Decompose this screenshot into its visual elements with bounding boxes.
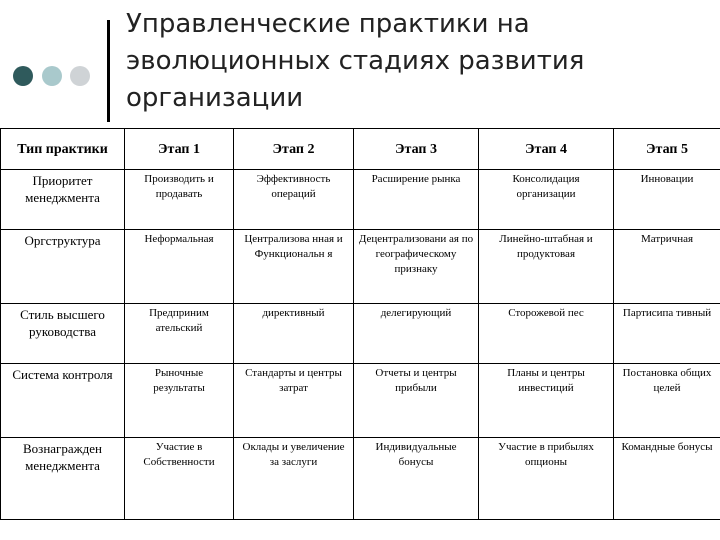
table-cell: Матричная [614,230,720,304]
row-label: Стиль высшего руководства [1,304,125,364]
header-stage-2: Этап 2 [234,129,354,170]
table-cell: Неформальная [125,230,234,304]
row-label: Приоритет менеджмента [1,170,125,230]
table-header-row [1,129,720,170]
header-stage-5: Этап 5 [614,129,720,170]
header-stage-4: Этап 4 [479,129,614,170]
table-cell: Эффективность операций [234,170,354,230]
table-cell: Сторожевой пес [479,304,614,364]
decorative-dot-gray [70,66,90,86]
table-row [1,364,720,438]
table-cell: Планы и центры инвестиций [479,364,614,438]
row-label: Вознагражден менеджмента [1,438,125,520]
table-cell: Линейно-штабная и продуктовая [479,230,614,304]
table-cell: Участие в прибылях опционы [479,438,614,520]
title-line-1: Управленческие практики на [126,9,530,39]
slide-title [126,6,706,117]
table-row [1,230,720,304]
header-stage-3: Этап 3 [354,129,479,170]
table-cell: Расширение рынка [354,170,479,230]
table-cell: Рыночные результаты [125,364,234,438]
decorative-dot-dark [13,66,33,86]
header-practice-type: Тип практики [1,129,125,170]
title-line-3: организации [126,83,304,113]
table-cell: Децентрализовани ая по географическому признаку [354,230,479,304]
table-cell: Централизова нная и Функциональн я [234,230,354,304]
table-cell: Инновации [614,170,720,230]
table-row [1,304,720,364]
table-cell: Консолидация организации [479,170,614,230]
table-cell: директивный [234,304,354,364]
table-cell: Производить и продавать [125,170,234,230]
table-row [1,170,720,230]
table-cell: Предприним ательский [125,304,234,364]
table-cell: Партисипа тивный [614,304,720,364]
table-cell: Отчеты и центры прибыли [354,364,479,438]
table-cell: делегирующий [354,304,479,364]
table-cell: Участие в Собственности [125,438,234,520]
table-row [1,438,720,520]
title-divider-line [107,20,110,122]
decorative-dot-teal [42,66,62,86]
table-cell: Индивидуальные бонусы [354,438,479,520]
table-cell: Командные бонусы [614,438,720,520]
practices-table [0,128,720,520]
table-cell: Постановка общих целей [614,364,720,438]
row-label: Система контроля [1,364,125,438]
row-label: Оргструктура [1,230,125,304]
title-line-2: эволюционных стадиях развития [126,46,585,76]
header-stage-1: Этап 1 [125,129,234,170]
table-cell: Стандарты и центры затрат [234,364,354,438]
table-cell: Оклады и увеличение за заслуги [234,438,354,520]
